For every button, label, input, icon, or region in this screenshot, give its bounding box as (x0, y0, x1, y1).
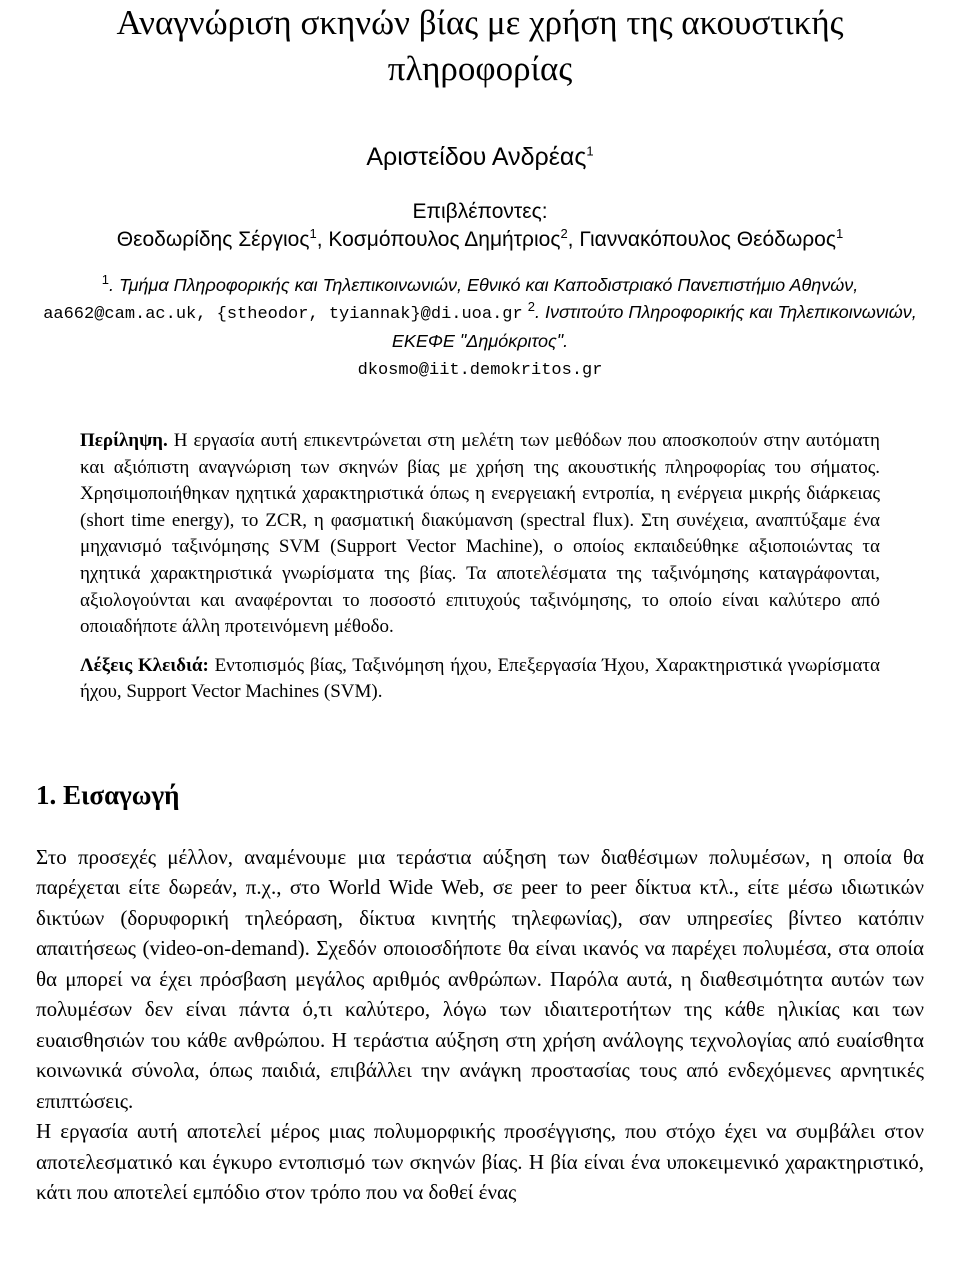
paper-title: Αναγνώριση σκηνών βίας με χρήση της ακουστικής πληροφορίας (116, 3, 844, 88)
section-body (36, 842, 924, 1208)
author-affil-sup: 1 (586, 143, 594, 159)
advisor-name: Κοσμόπουλος Δημήτριος (328, 228, 561, 251)
body-paragraph: Η εργασία αυτή αποτελεί μέρος μιας πολυμορφικής προσέγγισης, που στόχο έχει να συμβάλει στον αποτελεσματικό και έγκυρο εντοπισμό των σκηνών βίας. Η βία είναι ένα υποκειμενικό χαρακτηριστικό, κάτι που αποτελεί εμπόδιο στον τρόπο που να δοθεί ένας (36, 1119, 924, 1205)
author-name: Αριστείδου Ανδρέας (366, 143, 587, 171)
affiliation-1-text: . Τμήμα Πληροφορικής και Τηλεπικοινωνιών, Εθνικό και Καποδιστριακό Πανεπιστήμιο Αθηνών, (108, 275, 859, 295)
advisors-label: Επιβλέποντες: (412, 200, 548, 223)
affiliation-2-email: dkosmo@iit.demokritos.gr (357, 361, 603, 380)
affiliation-1 (36, 272, 924, 299)
advisor-name: Θεοδωρίδης Σέργιος (116, 228, 310, 251)
affiliation-2-sup: 2 (527, 299, 535, 314)
advisor-separator: , (567, 228, 580, 251)
keywords-label: Λέξεις Κλειδιά: (80, 654, 209, 676)
abstract-label: Περίληψη. (80, 430, 168, 451)
advisor-sup: 2 (560, 226, 568, 241)
advisor-sup: 1 (309, 226, 317, 241)
affiliation-2-text: . Ινστιτούτο Πληροφορικής και Τηλεπικοινωνιών, ΕΚΕΦΕ "Δημόκριτος". (391, 302, 917, 351)
advisor-separator: , (316, 228, 329, 251)
advisor-sup: 1 (835, 226, 844, 241)
advisor-name: Γιαννακόπουλος Θεόδωρος (579, 228, 836, 251)
keywords-text: Εντοπισμός βίας, Ταξινόμηση ήχου, Επεξεργασία Ήχου, Χαρακτηριστικά γνωρίσματα ήχου, Support Vector Machines (SVM). (80, 654, 880, 703)
affiliation-1-email-line (36, 299, 924, 355)
section-heading: 1. Εισαγωγή (36, 779, 180, 810)
advisors-line (36, 226, 924, 254)
affiliation-1-email: aa662@cam.ac.uk, {stheodor, tyiannak}@di.uoa.gr (43, 305, 523, 324)
keywords (80, 653, 880, 706)
author-line (36, 142, 924, 172)
body-paragraph: Στο προσεχές μέλλον, αναμένουμε μια τεράστια αύξηση των διαθέσιμων πολυμέσων, η οποία θα παρέχεται είτε δωρεάν, π.χ., στο World Wide Web, σε peer to peer δίκτυα κτλ., είτε μέσω ιδιωτικών δικτύων (δορυφορική τηλεόραση, δίκτυα κινητής τηλεφωνίας), σαν υπηρεσίες βίντεο κατόπιν απαιτήσεως (video-on-demand). Σχεδόν οποιοσδήποτε θα είναι ικανός να παρέχει πολυμέσα, στα οποία θα μπορεί να έχει πρόσβαση μεγάλος αριθμός ανθρώπων. Παρόλα αυτά, η διαθεσιμότητα αυτών των πολυμέσων δεν είναι πάντα ό,τι καλύτερο, λόγω των ιδιαιτεροτήτων της κάθε ηλικίας και των ευαισθησιών του κάθε ανθρώπου. Η τεράστια αύξηση στη χρήση ανάλογης τεχνολογίας από ευαίσθητα κοινωνικά σύνολα, όπως παιδιά, επιβάλλει την ανάγκη προστασίας τους από ενδεχόμενες αρνητικές επιπτώσεις. (36, 844, 924, 1113)
affiliation-1-sup: 1 (101, 272, 109, 287)
affiliation-2-email-line (36, 355, 924, 384)
abstract-text: Η εργασία αυτή επικεντρώνεται στη μελέτη των μεθόδων που αποσκοπούν στην αυτόματη και αξιόπιστη αναγνώριση των σκηνών βίας με χρήση της ακουστικής πληροφορίας του σήματος. Χρησιμοποιήθηκαν ηχητικά χαρακτηριστικά όπως η ενεργειακή εντροπία, η ενέργεια μικρής διάρκειας (short time energy), το ZCR, η φασματική διακύμανση (spectral flux). Στη συνέχεια, αναπτύξαμε ένα μηχανισμό ταξινόμησης SVM (Support Vector Machine), ο οποίος εκπαιδεύθηκε αξιοποιώντας τα ηχητικά χαρακτηριστικά γνωρίσματα της βίας. Τα αποτελέσματα της ταξινόμησης καταγράφονται, αξιολογούνται και αναφέρονται το ποσοστό επιτυχούς ταξινόμησης, το οποίο είναι καλύτερο από οποιαδήποτε άλλη προτεινόμενη μέθοδο. (80, 430, 880, 638)
abstract (80, 428, 880, 641)
